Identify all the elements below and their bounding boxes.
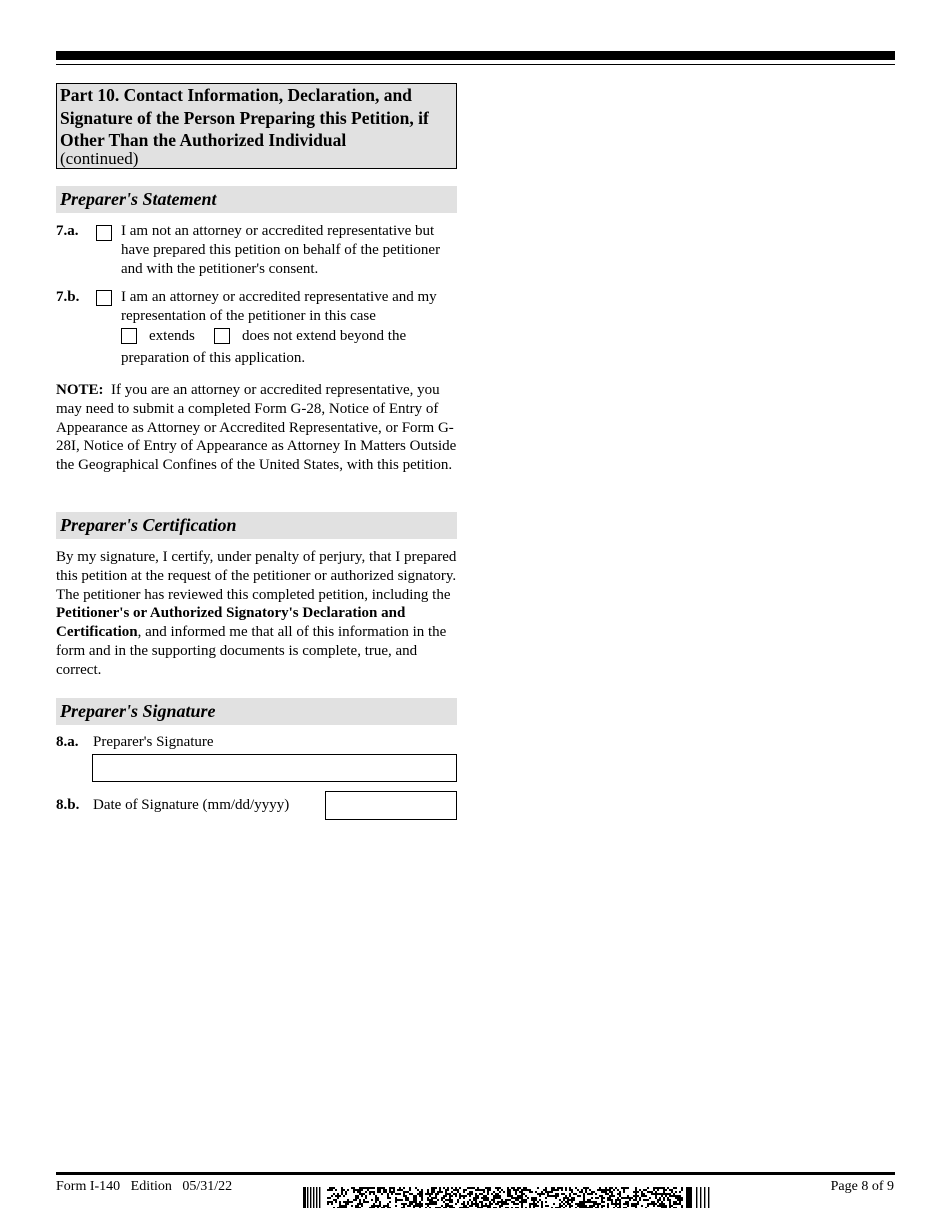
item-7a-text: I am not an attorney or accredited representative but have prepared this petition on behalf of the petitioner and with the petitioner's consent.	[121, 223, 441, 277]
top-rule-thin	[56, 64, 895, 65]
barcode-icon	[303, 1187, 712, 1208]
note-label: NOTE:	[56, 382, 104, 398]
form-edition: Form I-140 Edition 05/31/22	[56, 1179, 233, 1194]
certification-text-1: By my signature, I certify, under penalty of perjury, that I prepared this petition at the request of the petitioner or authorized signatory. The petitioner has reviewed this completed petition, including the	[56, 549, 457, 603]
part-title: Part 10. Contact Information, Declaration, and Signature of the Person Preparing this Petition, if Other Than the Authorized Individual	[60, 85, 429, 150]
item-7b-tail: preparation of this application.	[121, 350, 306, 366]
part-continued: (continued)	[60, 149, 139, 168]
extends-label: extends	[149, 328, 195, 344]
does-not-extend-label: does not extend beyond the	[242, 328, 407, 344]
section-heading-certification: Preparer's Certification	[56, 512, 457, 539]
part-10-header	[56, 83, 457, 169]
signature-date-field[interactable]	[325, 791, 457, 820]
note-text: If you are an attorney or accredited representative, you may need to submit a completed Form G-28, Notice of Entry of Appearance as Attorney or Accredited Representative, or Form G-28I, Notice of Entry of Appearance as Attorney In Matters Outside the Geographical Confines of the United States, with this petition.	[56, 382, 457, 474]
section-heading-statement: Preparer's Statement	[56, 186, 457, 213]
item-7a-checkbox[interactable]	[96, 225, 112, 241]
page-number: Page 8 of 9	[830, 1179, 894, 1194]
extends-checkbox[interactable]	[121, 328, 137, 344]
item-8a-label: Preparer's Signature	[93, 734, 214, 750]
item-8b-number: 8.b.	[56, 797, 80, 813]
certification-text-2: , and informed me that all of this information in the form and in the supporting documents is complete, true, and correct.	[56, 624, 447, 678]
note-paragraph	[56, 381, 460, 475]
item-7b-text: I am an attorney or accredited representative and my representation of the petitioner in this case	[121, 289, 437, 324]
item-7b-number: 7.b.	[56, 289, 80, 305]
item-7b-checkbox[interactable]	[96, 290, 112, 306]
item-8a-number: 8.a.	[56, 734, 79, 750]
bottom-rule	[56, 1172, 895, 1175]
certification-text-bold: Petitioner's or Authorized Signatory's Declaration and Certification	[56, 605, 406, 641]
item-8b-label: Date of Signature (mm/dd/yyyy)	[93, 797, 290, 813]
top-rule-thick	[56, 51, 895, 60]
certification-paragraph	[56, 548, 457, 680]
preparer-signature-field[interactable]	[92, 754, 457, 782]
section-heading-signature: Preparer's Signature	[56, 698, 457, 725]
item-7a-number: 7.a.	[56, 223, 79, 239]
does-not-extend-checkbox[interactable]	[214, 328, 230, 344]
